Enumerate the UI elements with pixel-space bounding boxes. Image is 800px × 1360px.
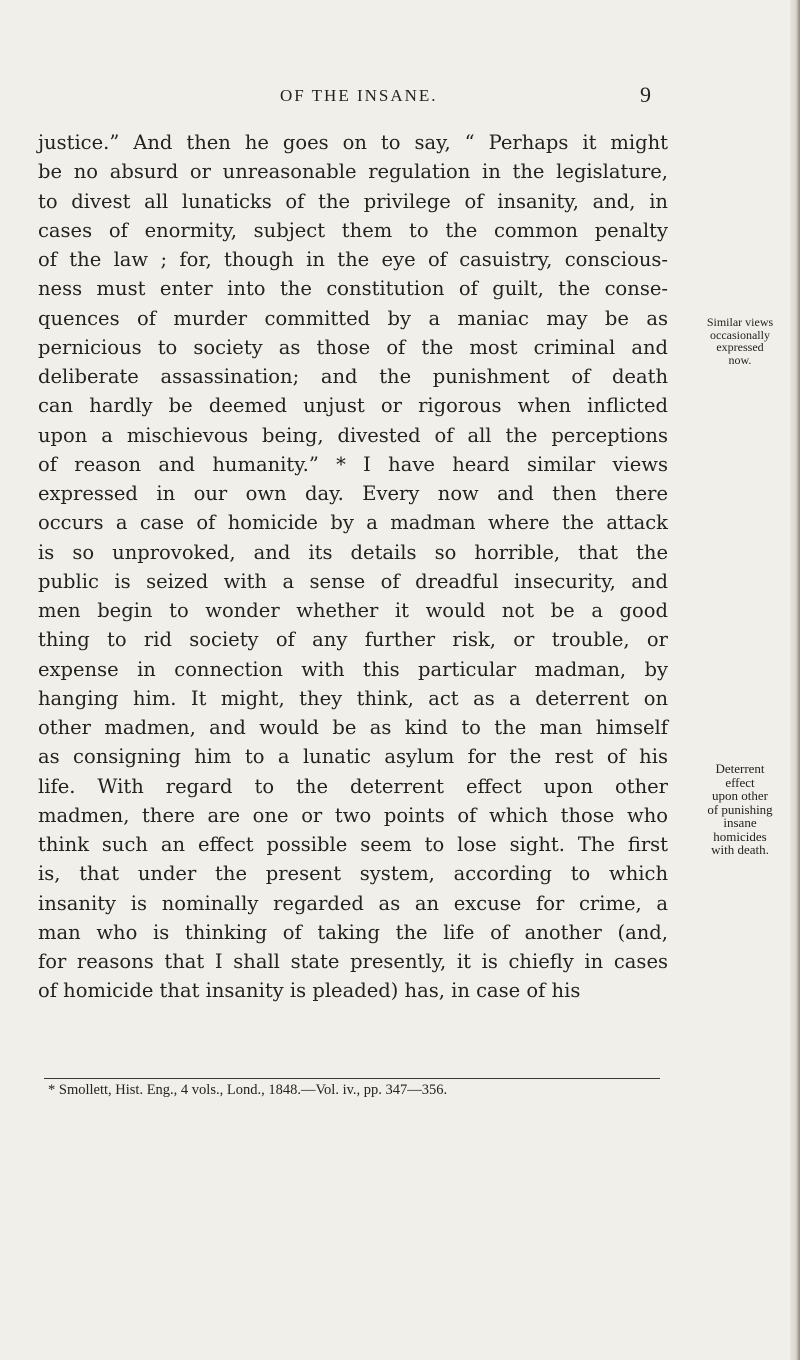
text-line: expense in connection with this particular madman, by [38,657,668,681]
text-line: is so unprovoked, and its details so horrible, that the [38,540,668,564]
text-line: madmen, there are one or two points of which those who [38,803,668,827]
text-line: public is seized with a sense of dreadful insecurity, and [38,569,668,593]
text-line: of homicide that insanity is pleaded) has, in case of his [38,979,581,1003]
text-line: other madmen, and would be as kind to the man himself [38,716,668,739]
text-line: be no absurd or unreasonable regulation in the legislature, [38,160,668,184]
margin-note-line: upon other [712,788,768,803]
text-line: can hardly be deemed unjust or rigorous when inflicted [38,394,668,418]
page-number: 9 [640,82,651,107]
footnote-rule [44,1078,660,1079]
text-line: to divest all lunaticks of the privilege of insanity, and, in [38,189,668,213]
text-line: think such an effect possible seem to lose sight. The first [38,833,668,856]
text-line: justice.” And then he goes on to say, “ Perhaps it might [38,131,668,154]
text-line: as consigning him to a lunatic asylum for the rest of his [38,745,668,769]
margin-note-similar-views [684,316,796,366]
text-line: hanging him. It might, they think, act as a deterrent on [38,686,668,710]
text-line: upon a mischievous being, divested of all the perceptions [38,423,668,447]
text-line: insanity is nominally regarded as an excuse for crime, a [38,891,668,915]
text-line: for reasons that I shall state presently, it is chiefly in cases [38,950,668,973]
margin-note-line: insane [723,815,757,830]
margin-note-line: expressed [716,340,764,354]
margin-note-line: Deterrent [715,761,765,776]
text-line: occurs a case of homicide by a madman where the attack [38,511,668,535]
text-line: of the law ; for, though in the eye of casuistry, conscious- [38,248,668,271]
text-line: quences of murder committed by a maniac may be as [38,306,668,330]
text-line: of reason and humanity.” * I have heard similar views [38,452,668,476]
running-title: OF THE INSANE. [280,86,438,105]
text-line: cases of enormity, subject them to the common penalty [38,218,668,242]
text-line: thing to rid society of any further risk, or trouble, or [38,628,668,652]
text-line: deliberate assassination; and the punishment of death [38,365,668,388]
text-line: expressed in our own day. Every now and then there [38,482,668,505]
margin-note-line: Similar views [706,315,774,329]
margin-note-line: occasionally [710,327,770,342]
body-text [38,128,668,1006]
footnote: * Smollett, Hist. Eng., 4 vols., Lond., 1848.—Vol. iv., pp. 347—356. [48,1082,448,1098]
page-edge-shadow [790,0,800,1360]
margin-note-line: now. [728,352,752,367]
margin-note-line: with death. [711,842,769,857]
margin-note-line: of punishing [707,801,773,817]
text-line: is, that under the present system, according to which [38,862,668,886]
margin-note-line: effect [725,774,755,790]
margin-note-deterrent-effect [684,762,796,857]
text-line: men begin to wonder whether it would not be a good [38,599,668,622]
text-line: pernicious to society as those of the most criminal and [38,335,668,359]
text-line: life. With regard to the deterrent effect upon other [38,774,668,798]
text-line: man who is thinking of taking the life of another (and, [38,920,668,944]
text-line: ness must enter into the constitution of guilt, the conse- [38,277,668,301]
margin-note-line: homicides [713,828,767,844]
